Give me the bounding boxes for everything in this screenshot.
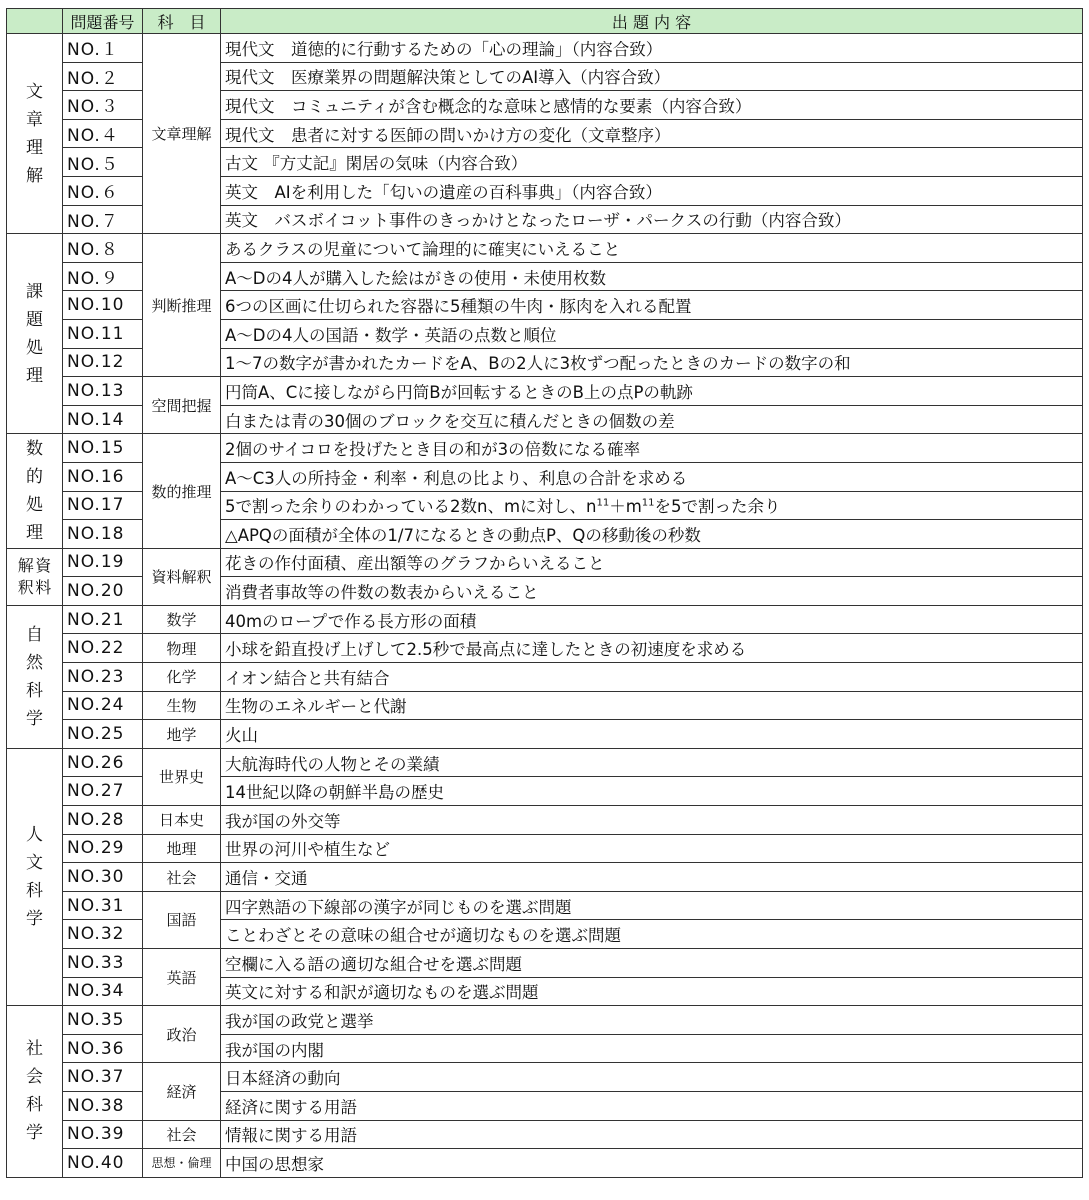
question-number: NO.33 [63, 949, 143, 978]
question-content: 14世紀以降の朝鮮半島の歴史 [221, 777, 1083, 806]
question-number: NO.２ [63, 62, 143, 91]
question-content: 現代文 医療業界の問題解決策としてのAI導入（内容合致） [221, 62, 1083, 91]
header-number: 問題番号 [63, 9, 143, 34]
question-number: NO.12 [63, 348, 143, 377]
question-number: NO.38 [63, 1091, 143, 1120]
question-number: NO.26 [63, 748, 143, 777]
question-content: △APQの面積が全体の1/7になるときの動点P、Qの移動後の秒数 [221, 520, 1083, 549]
category-shakai: 社会科学 [7, 1006, 63, 1178]
subject-butsuri: 物理 [143, 634, 221, 663]
subject-bunsho-rikai: 文章理解 [143, 34, 221, 234]
question-number: NO.19 [63, 548, 143, 577]
table-row [7, 1063, 1083, 1092]
subject-kokugo: 国語 [143, 891, 221, 948]
question-number: NO.17 [63, 491, 143, 520]
question-content: 我が国の政党と選挙 [221, 1006, 1083, 1035]
question-content: 円筒A、Cに接しながら円筒Bが回転するときのB上の点Pの軌跡 [221, 377, 1083, 406]
question-number: NO.36 [63, 1034, 143, 1063]
header-subject: 科 目 [143, 9, 221, 34]
question-number: NO.24 [63, 691, 143, 720]
table-row [7, 434, 1083, 463]
question-number: NO.13 [63, 377, 143, 406]
question-content: A～Dの4人が購入した絵はがきの使用・未使用枚数 [221, 262, 1083, 291]
question-content: 中国の思想家 [221, 1149, 1083, 1178]
question-number: NO.18 [63, 520, 143, 549]
question-number: NO.３ [63, 91, 143, 120]
question-number: NO.10 [63, 291, 143, 320]
question-number: NO.４ [63, 119, 143, 148]
question-content: 現代文 コミュニティが含む概念的な意味と感情的な要素（内容合致） [221, 91, 1083, 120]
subject-sugaku: 数学 [143, 605, 221, 634]
table-row [7, 548, 1083, 577]
category-kadai: 課題処理 [7, 234, 63, 434]
table-row [7, 806, 1083, 835]
table-row [7, 863, 1083, 892]
subject-kukan: 空間把握 [143, 377, 221, 434]
question-content: 経済に関する用語 [221, 1091, 1083, 1120]
question-number: NO.40 [63, 1149, 143, 1178]
header-content: 出 題 内 容 [221, 9, 1083, 34]
table-row [7, 34, 1083, 63]
question-content: あるクラスの児童について論理的に確実にいえること [221, 234, 1083, 263]
question-number: NO.16 [63, 462, 143, 491]
content-part: ＋m [609, 497, 642, 517]
question-content: 大航海時代の人物とその業績 [221, 748, 1083, 777]
table-row [7, 720, 1083, 749]
question-number: NO.28 [63, 806, 143, 835]
table-row [7, 1120, 1083, 1149]
subject-seibutsu: 生物 [143, 691, 221, 720]
question-number: NO.１ [63, 34, 143, 63]
subject-keizai: 経済 [143, 1063, 221, 1120]
question-content: イオン結合と共有結合 [221, 663, 1083, 692]
question-number: NO.39 [63, 1120, 143, 1149]
subject-shiso: 思想・倫理 [143, 1149, 221, 1178]
question-content: 1～7の数字が書かれたカードをA、Bの2人に3枚ずつ配ったときのカードの数字の和 [221, 348, 1083, 377]
table-row [7, 234, 1083, 263]
question-number: NO.35 [63, 1006, 143, 1035]
table-row [7, 1149, 1083, 1178]
question-content: 2個のサイコロを投げたとき目の和が3の倍数になる確率 [221, 434, 1083, 463]
question-content: 我が国の外交等 [221, 806, 1083, 835]
question-content: 古文 『方丈記』閑居の気味（内容合致） [221, 148, 1083, 177]
question-number: NO.21 [63, 605, 143, 634]
subject-suteki-suiri: 数的推理 [143, 434, 221, 548]
content-part: を5で割った余り [654, 497, 781, 517]
subject-shiryo-kaishaku: 資料解釈 [143, 548, 221, 605]
question-number: NO.22 [63, 634, 143, 663]
question-content: 火山 [221, 720, 1083, 749]
question-number: NO.23 [63, 663, 143, 692]
question-content: 現代文 患者に対する医師の問いかけ方の変化（文章整序） [221, 119, 1083, 148]
question-number: NO.31 [63, 891, 143, 920]
subject-seiji: 政治 [143, 1006, 221, 1063]
question-content: A～C3人の所持金・利率・利息の比より、利息の合計を求める [221, 462, 1083, 491]
question-number: NO.25 [63, 720, 143, 749]
question-content: 花きの作付面積、産出額等のグラフからいえること [221, 548, 1083, 577]
subject-handan: 判断推理 [143, 234, 221, 377]
header-category [7, 9, 63, 34]
question-content: 日本経済の動向 [221, 1063, 1083, 1092]
question-content: 生物のエネルギーと代謝 [221, 691, 1083, 720]
question-content: 英文 バスボイコット事件のきっかけとなったローザ・パークスの行動（内容合致） [221, 205, 1083, 234]
question-number: NO.９ [63, 262, 143, 291]
question-number: NO.８ [63, 234, 143, 263]
subject-nihonshi: 日本史 [143, 806, 221, 835]
table-row [7, 605, 1083, 634]
question-content: 通信・交通 [221, 863, 1083, 892]
category-shiryo [7, 548, 63, 605]
subject-chigaku: 地学 [143, 720, 221, 749]
category-suteki: 数的処理 [7, 434, 63, 548]
question-content: 空欄に入る語の適切な組合せを選ぶ問題 [221, 949, 1083, 978]
question-content: ことわざとその意味の組合せが適切なものを選ぶ問題 [221, 920, 1083, 949]
question-number: NO.５ [63, 148, 143, 177]
question-content: 英文に対する和訳が適切なものを選ぶ問題 [221, 977, 1083, 1006]
table-row [7, 691, 1083, 720]
question-content: 情報に関する用語 [221, 1120, 1083, 1149]
category-bunsho: 文章理解 [7, 34, 63, 234]
subject-shakai: 社会 [143, 1120, 221, 1149]
subject-chiri: 地理 [143, 834, 221, 863]
question-content: 四字熟語の下線部の漢字が同じものを選ぶ問題 [221, 891, 1083, 920]
question-content: 白または青の30個のブロックを交互に積んだときの個数の差 [221, 405, 1083, 434]
question-number: NO.６ [63, 176, 143, 205]
question-number: NO.37 [63, 1063, 143, 1092]
exponent: 11 [641, 497, 655, 509]
question-content: 6つの区画に仕切られた容器に5種類の牛肉・豚肉を入れる配置 [221, 291, 1083, 320]
question-content: 英文 AIを利用した「匂いの遺産の百科事典」（内容合致） [221, 176, 1083, 205]
table-row [7, 748, 1083, 777]
question-content: A～Dの4人の国語・数学・英語の点数と順位 [221, 319, 1083, 348]
question-content: 我が国の内閣 [221, 1034, 1083, 1063]
question-number: NO.15 [63, 434, 143, 463]
subject-kagaku: 化学 [143, 663, 221, 692]
question-number: NO.20 [63, 577, 143, 606]
category-shizen: 自然科学 [7, 605, 63, 748]
question-number: NO.30 [63, 863, 143, 892]
exponent: 11 [596, 497, 610, 509]
question-content: 世界の河川や植生など [221, 834, 1083, 863]
category-jinbun: 人文科学 [7, 748, 63, 1005]
question-number: NO.29 [63, 834, 143, 863]
question-content: 小球を鉛直投げ上げして2.5秒で最高点に達したときの初速度を求める [221, 634, 1083, 663]
table-row [7, 663, 1083, 692]
subject-shakai: 社会 [143, 863, 221, 892]
question-number: NO.11 [63, 319, 143, 348]
category-shiryo-col-right: 資 料 [35, 555, 52, 597]
question-number: NO.７ [63, 205, 143, 234]
question-number: NO.27 [63, 777, 143, 806]
subject-eigo: 英語 [143, 949, 221, 1006]
table-row [7, 634, 1083, 663]
question-number: NO.14 [63, 405, 143, 434]
question-content: 消費者事故等の件数の数表からいえること [221, 577, 1083, 606]
question-number: NO.32 [63, 920, 143, 949]
question-number: NO.34 [63, 977, 143, 1006]
header-row [7, 9, 1083, 34]
exam-content-table [6, 8, 1083, 1178]
table-row [7, 377, 1083, 406]
question-content [221, 491, 1083, 520]
table-row [7, 891, 1083, 920]
table-row [7, 834, 1083, 863]
table-row [7, 1006, 1083, 1035]
content-part: 5で割った余りのわかっている2数n、mに対し、n [225, 497, 597, 517]
category-shiryo-col-left: 解 釈 [17, 555, 34, 597]
table-row [7, 949, 1083, 978]
question-content: 現代文 道徳的に行動するための「心の理論」（内容合致） [221, 34, 1083, 63]
question-content: 40mのロープで作る長方形の面積 [221, 605, 1083, 634]
subject-sekaishi: 世界史 [143, 748, 221, 805]
